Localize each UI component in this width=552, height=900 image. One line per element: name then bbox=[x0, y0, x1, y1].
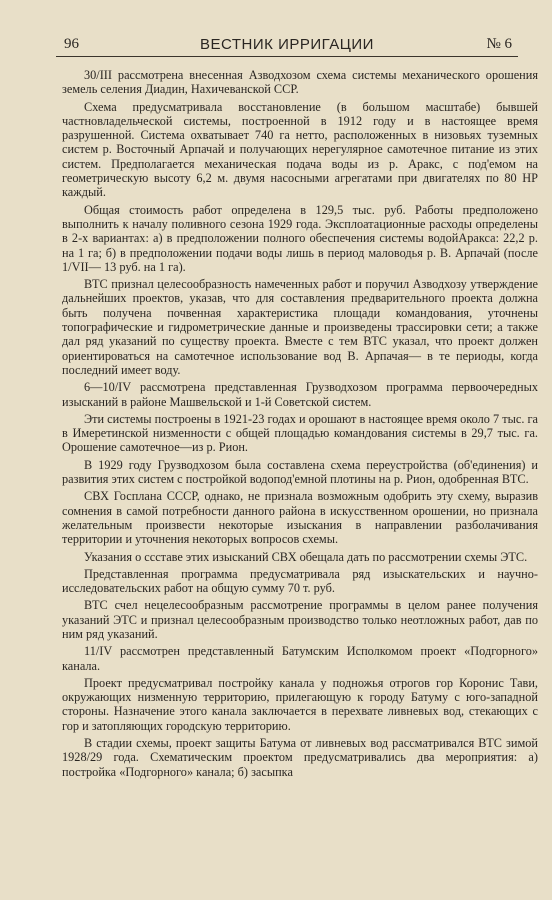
paragraph: 6—10/IV рассмотрена представленная Грузводхозом программа первоочередных изысканий в районе Машвельской и 1-й Советской систем. bbox=[62, 380, 538, 409]
paragraph: Схема предусматривала восстановление (в большом масштабе) бывшей частновладельческой системы, построенной в 1912 году и в настоящее время разрушенной. Система охватывает 740 га нетто, расположенных в низовьях туземных систем р. Восточный Арпачай и получающих нерегулярное самотечное питание из этих систем. Предполагается механическая подача воды из р. Аракс, с под'емом на геометрическую высоту 6,2 м. двумя насосными агрегатами при двигателях по 80 HP каждый. bbox=[62, 99, 538, 200]
page-header bbox=[56, 34, 518, 57]
paragraph: ВТС признал целесообразность намеченных работ и поручил Азводхозу утверждение дальнейших проектов, указав, что для составления предварительного проекта должна быть получена почвенная характеристика площади командования, уточнены топографические и гидрометрические данные и произведены трассировки сети; а также дал ряд указаний по существу проекта. Вместе с тем ВТС указал, что проект должен ориентироваться на самотечное использование вод В. Арпачая— в те периоды, когда последний имеет воду. bbox=[62, 277, 538, 377]
paragraph: Проект предусматривал постройку канала у подножья отрогов гор Коронис Тави, окружающих низменную территорию, прилегающую к городу Батуму с юго-западной стороны. Назначение этого канала заключается в перехвате ливневых вод, стекающих с гор и затопляющих городскую территорию. bbox=[62, 675, 538, 733]
article-body bbox=[62, 68, 538, 782]
paragraph: 11/IV рассмотрен представленный Батумским Исполкомом проект «Подгорного» канала. bbox=[62, 644, 538, 673]
page-number: 96 bbox=[64, 36, 79, 52]
paragraph: Эти системы построены в 1921-23 годах и орошают в настоящее время около 7 тыс. га в Имеретинской низменности с общей площадью командования системы в 29,7 тыс. га. Орошение самотечное—из р. Рион. bbox=[62, 411, 538, 455]
paragraph: В стадии схемы, проект защиты Батума от ливневых вод рассматривался ВТС зимой 1928/29 года. Схематическим проектом предусматривались два мероприятия: а) постройка «Подгорного» канала; б) засыпка bbox=[62, 736, 538, 779]
paragraph: ВТС счел нецелесообразным рассмотрение программы в целом ранее получения указаний ЭТС и признал целесообразным производство только неотложных работ, дав по ним ряд указаний. bbox=[62, 598, 538, 641]
issue-number: № 6 bbox=[486, 36, 512, 52]
paragraph: Указания о ссставе этих изысканий СВХ обещала дать по рассмотрении схемы ЭТС. bbox=[84, 549, 528, 564]
paragraph: 30/III рассмотрена внесенная Азводхозом схема системы механического орошения земель селения Диадин, Нахичеванской ССР. bbox=[62, 68, 538, 97]
paragraph: В 1929 году Грузводхозом была составлена схема переустройства (об'единения) и развития этих систем с постройкой водопод'емной плотины на р. Рион, одобренная ВТС. bbox=[62, 457, 538, 487]
paragraph: СВХ Госплана СССР, однако, не признала возможным одобрить эту схему, выразив сомнения в самой потребности данного района в искусственном орошении, но признала желательным произвести некоторые изыскания в направлении разболачивания территории и уточнения некоторых вопросов схемы. bbox=[62, 489, 538, 547]
journal-title: ВЕСТНИК ИРРИГАЦИИ bbox=[200, 36, 374, 53]
paragraph: Общая стоимость работ определена в 129,5 тыс. руб. Работы предположено выполнить к началу поливного сезона 1929 года. Эксплоатационные расходы определены в 2-х вариантах: а) в предположении полного обеспечения системы водойАракса: 22,2 р. на 1 га; б) в предположении подачи воды лишь в период маловодья р. В. Арпачай (после 1/VII— 13 руб. на 1 га). bbox=[62, 202, 538, 274]
paragraph: Представленная программа предусматривала ряд изыскательских и научно-исследовательских работ на общую сумму 70 т. руб. bbox=[62, 566, 538, 596]
